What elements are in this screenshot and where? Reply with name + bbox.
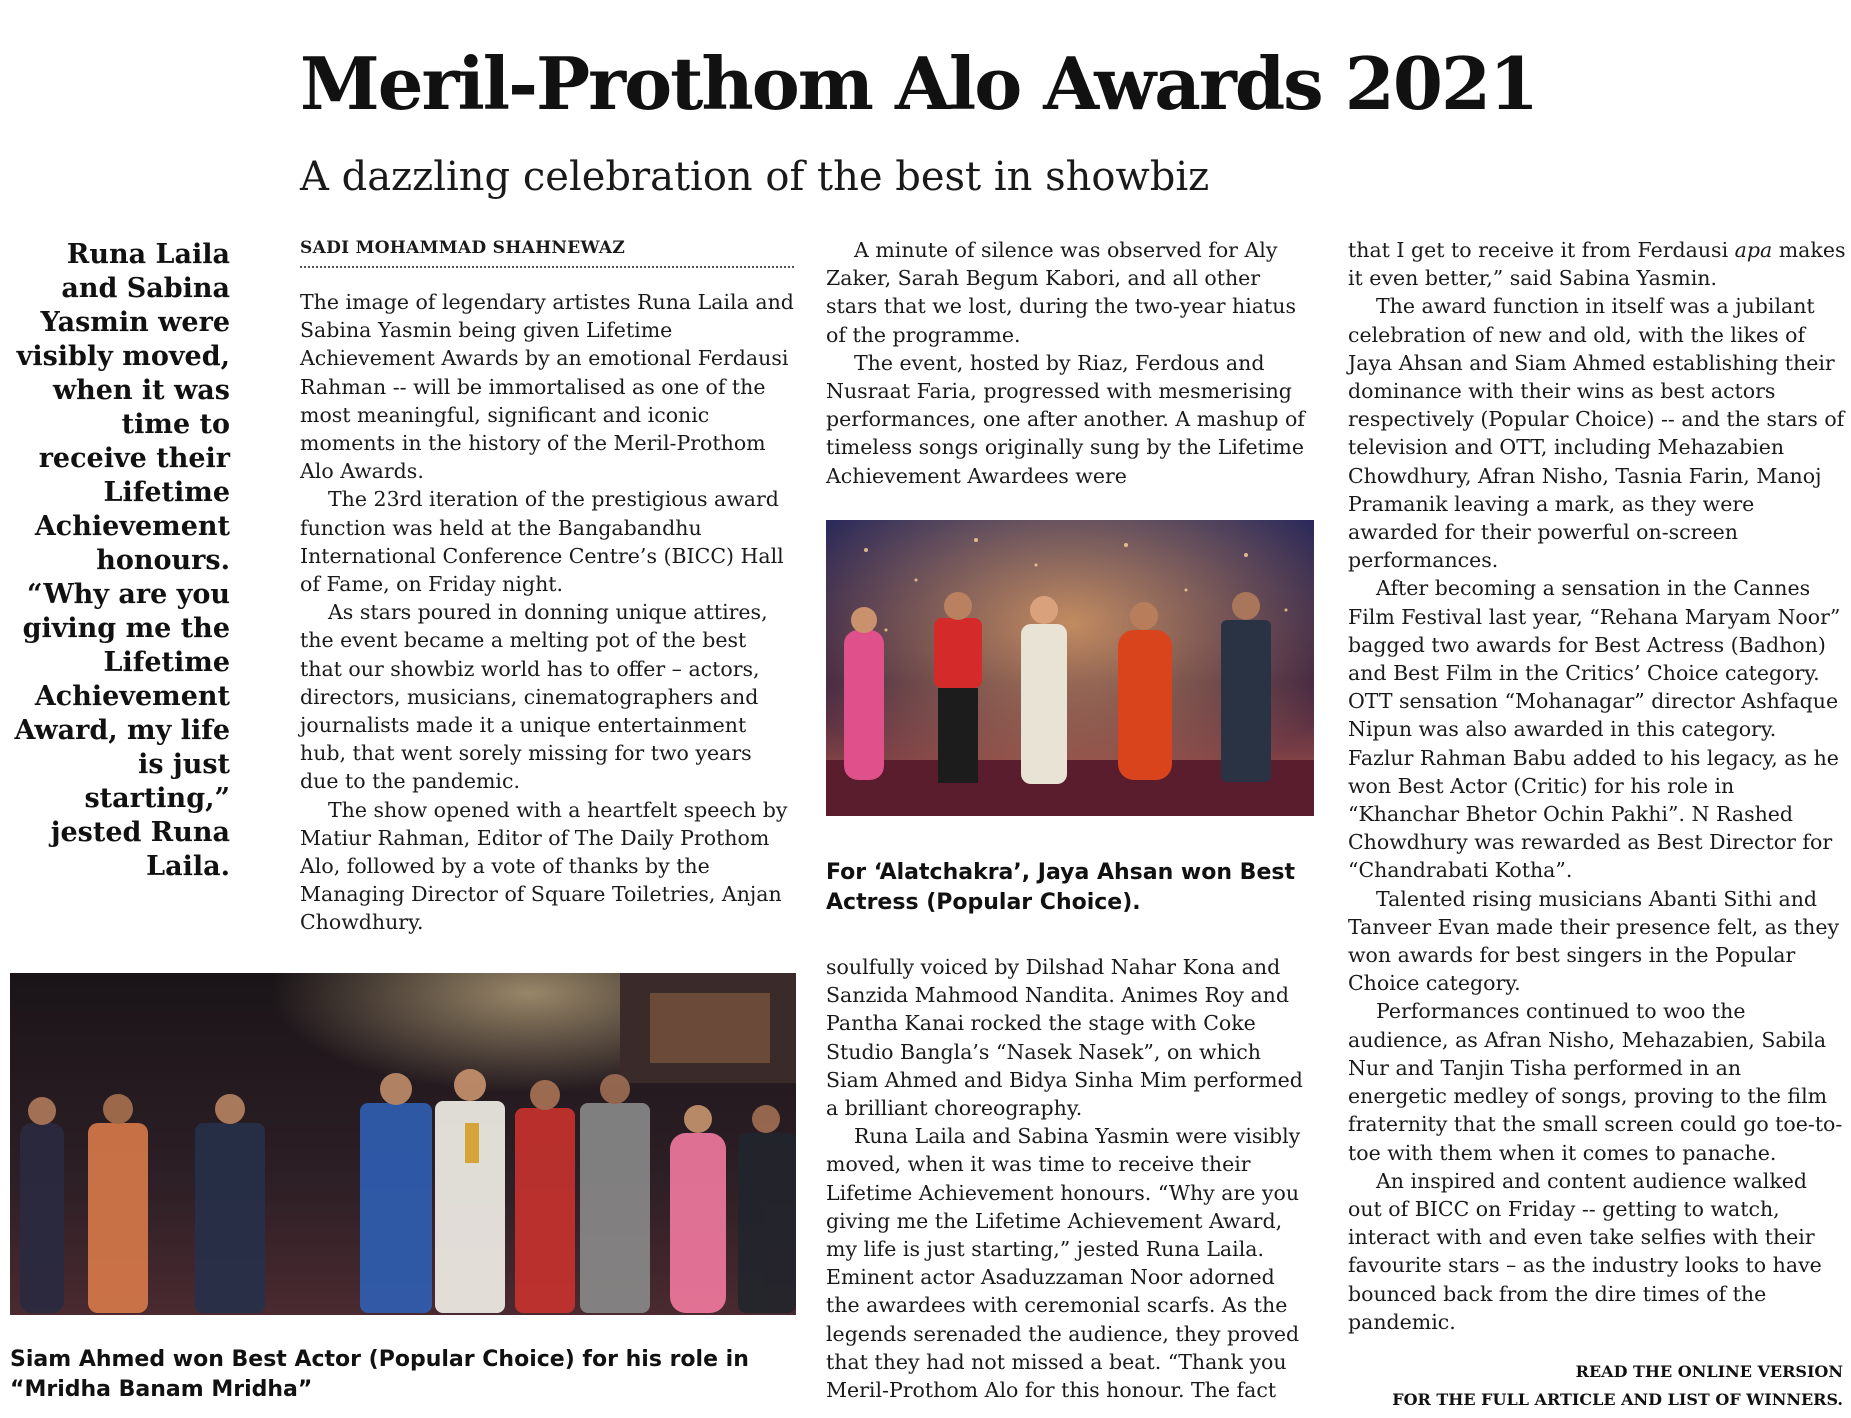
article-column-2-top [826, 236, 1314, 490]
paragraph: After becoming a sensation in the Cannes Film Festival last year, “Rehana Maryam Noor” bagged two awards for Best Actress (Badhon) and Best Film in the Critics’ Choice category. OTT sensation “Mohanagar” director Ashfaque Nipun was also awarded in this category. Fazlur Rahman Babu added to his legacy, as he won Best Actor (Critic) for his role in “Khanchar Bhetor Ochin Pakhi”. N Rashed Chowdhury was rewarded as Best Director for “Chandrabati Kotha”. [1348, 576, 1841, 883]
text-run-italic: apa [1734, 238, 1773, 262]
text-run: makes it even better,” said Sabina Yasmin. [1348, 238, 1846, 291]
read-online-note [1283, 1358, 1843, 1414]
paragraph: The award function in itself was a jubilant celebration of new and old, with the likes of Jaya Ahsan and Siam Ahmed establishing their dominance with their wins as best actors respectively (Popular Choice) -- and the stars of television and OTT, including Mehazabien Chowdhury, Afran Nisho, Tasnia Farin, Manoj Pramanik leaving a mark, as they were awarded for their powerful on-screen performances. [1348, 294, 1845, 573]
stage-photo-illustration [826, 520, 1314, 816]
article-column-1 [300, 288, 794, 937]
paragraph: soulfully voiced by Dilshad Nahar Kona and Sanzida Mahmood Nandita. Animes Roy and Pantha Kanai rocked the stage with Coke Studio Bangla’s “Nasek Nasek”, on which Siam Ahmed and Bidya Sinha Mim performed a brilliant choreography. [826, 955, 1303, 1121]
article-column-3 [1348, 236, 1846, 1336]
paragraph: Runa Laila and Sabina Yasmin were visibly moved, when it was time to receive their Lifetime Achievement honours. “Why are you giving me the Lifetime Achievement Award, my life is just starting,” jested Runa Laila. Eminent actor Asaduzzaman Noor adorned the awardees with ceremonial scarfs. As the legends serenaded the audience, they proved that they had not missed a beat. “Thank you Meril-Prothom Alo for this honour. The fact [826, 1124, 1301, 1403]
paragraph: The show opened with a heartfelt speech by Matiur Rahman, Editor of The Daily Prothom Alo, followed by a vote of thanks by the Managing Director of Square Toiletries, Anjan Chowdhury. [300, 797, 788, 935]
photo-caption-top: For ‘Alatchakra’, Jaya Ahsan won Best Actress (Popular Choice). [826, 860, 1295, 915]
headline: Meril-Prothom Alo Awards 2021 [300, 41, 1538, 126]
photo-caption-bottom: Siam Ahmed won Best Actor (Popular Choice) for his role in “Mridha Banam Mridha” [10, 1347, 749, 1402]
read-online-line-2: FOR THE FULL ARTICLE AND LIST OF WINNERS. [1392, 1390, 1843, 1409]
paragraph: Talented rising musicians Abanti Sithi and Tanveer Evan made their presence felt, as they won awards for best singers in the Popular Choice category. [1348, 886, 1840, 996]
paragraph: The 23rd iteration of the prestigious award function was held at the Bangabandhu International Conference Centre’s (BICC) Hall of Fame, on Friday night. [300, 487, 784, 597]
paragraph: The image of legendary artistes Runa Laila and Sabina Yasmin being given Lifetime Achievement Awards by an emotional Ferdausi Rahman -- will be immortalised as one of the most meaningful, significant and iconic moments in the history of the Meril-Prothom Alo Awards. [300, 290, 794, 484]
byline: SADI MOHAMMAD SHAHNEWAZ [300, 238, 794, 268]
event-photo-jaya-ahsan [826, 520, 1314, 816]
pull-quote: Runa Laila and Sabina Yasmin were visibly moved, when it was time to receive their Lifetime Achievement honours. “Why are you giving me the Lifetime Achievement Award, my life is just starting,” jested Runa Laila. [14, 239, 230, 882]
stage-photo-illustration [10, 973, 796, 1315]
paragraph [1348, 236, 1846, 292]
read-online-line-1: READ THE ONLINE VERSION [1575, 1362, 1843, 1381]
paragraph: Performances continued to woo the audience, as Afran Nisho, Mehazabien, Sabila Nur and Tanjin Tisha performed in an energetic medley of songs, proving to the film fraternity that the small screen could go toe-to-toe with them when it comes to panache. [1348, 999, 1843, 1165]
text-run: that I get to receive it from Ferdausi [1348, 238, 1735, 262]
paragraph: As stars poured in donning unique attires, the event became a melting pot of the best that our showbiz world has to offer – actors, directors, musicians, cinematographers and journalists made it a unique entertainment hub, that went sorely missing for two years due to the pandemic. [300, 600, 768, 794]
event-photo-siam-ahmed [10, 973, 796, 1315]
subheadline: A dazzling celebration of the best in showbiz [300, 154, 1210, 200]
paragraph: The event, hosted by Riaz, Ferdous and Nusraat Faria, progressed with mesmerising performances, one after another. A mashup of timeless songs originally sung by the Lifetime Achievement Awardees were [826, 350, 1305, 488]
paragraph: An inspired and content audience walked out of BICC on Friday -- getting to watch, interact with and even take selfies with their favourite stars – as the industry looks to have bounced back from the dire times of the pandemic. [1348, 1168, 1822, 1334]
paragraph: A minute of silence was observed for Aly Zaker, Sarah Begum Kabori, and all other stars that we lost, during the two-year hiatus of the programme. [826, 238, 1296, 347]
article-column-2-bottom [826, 953, 1314, 1404]
